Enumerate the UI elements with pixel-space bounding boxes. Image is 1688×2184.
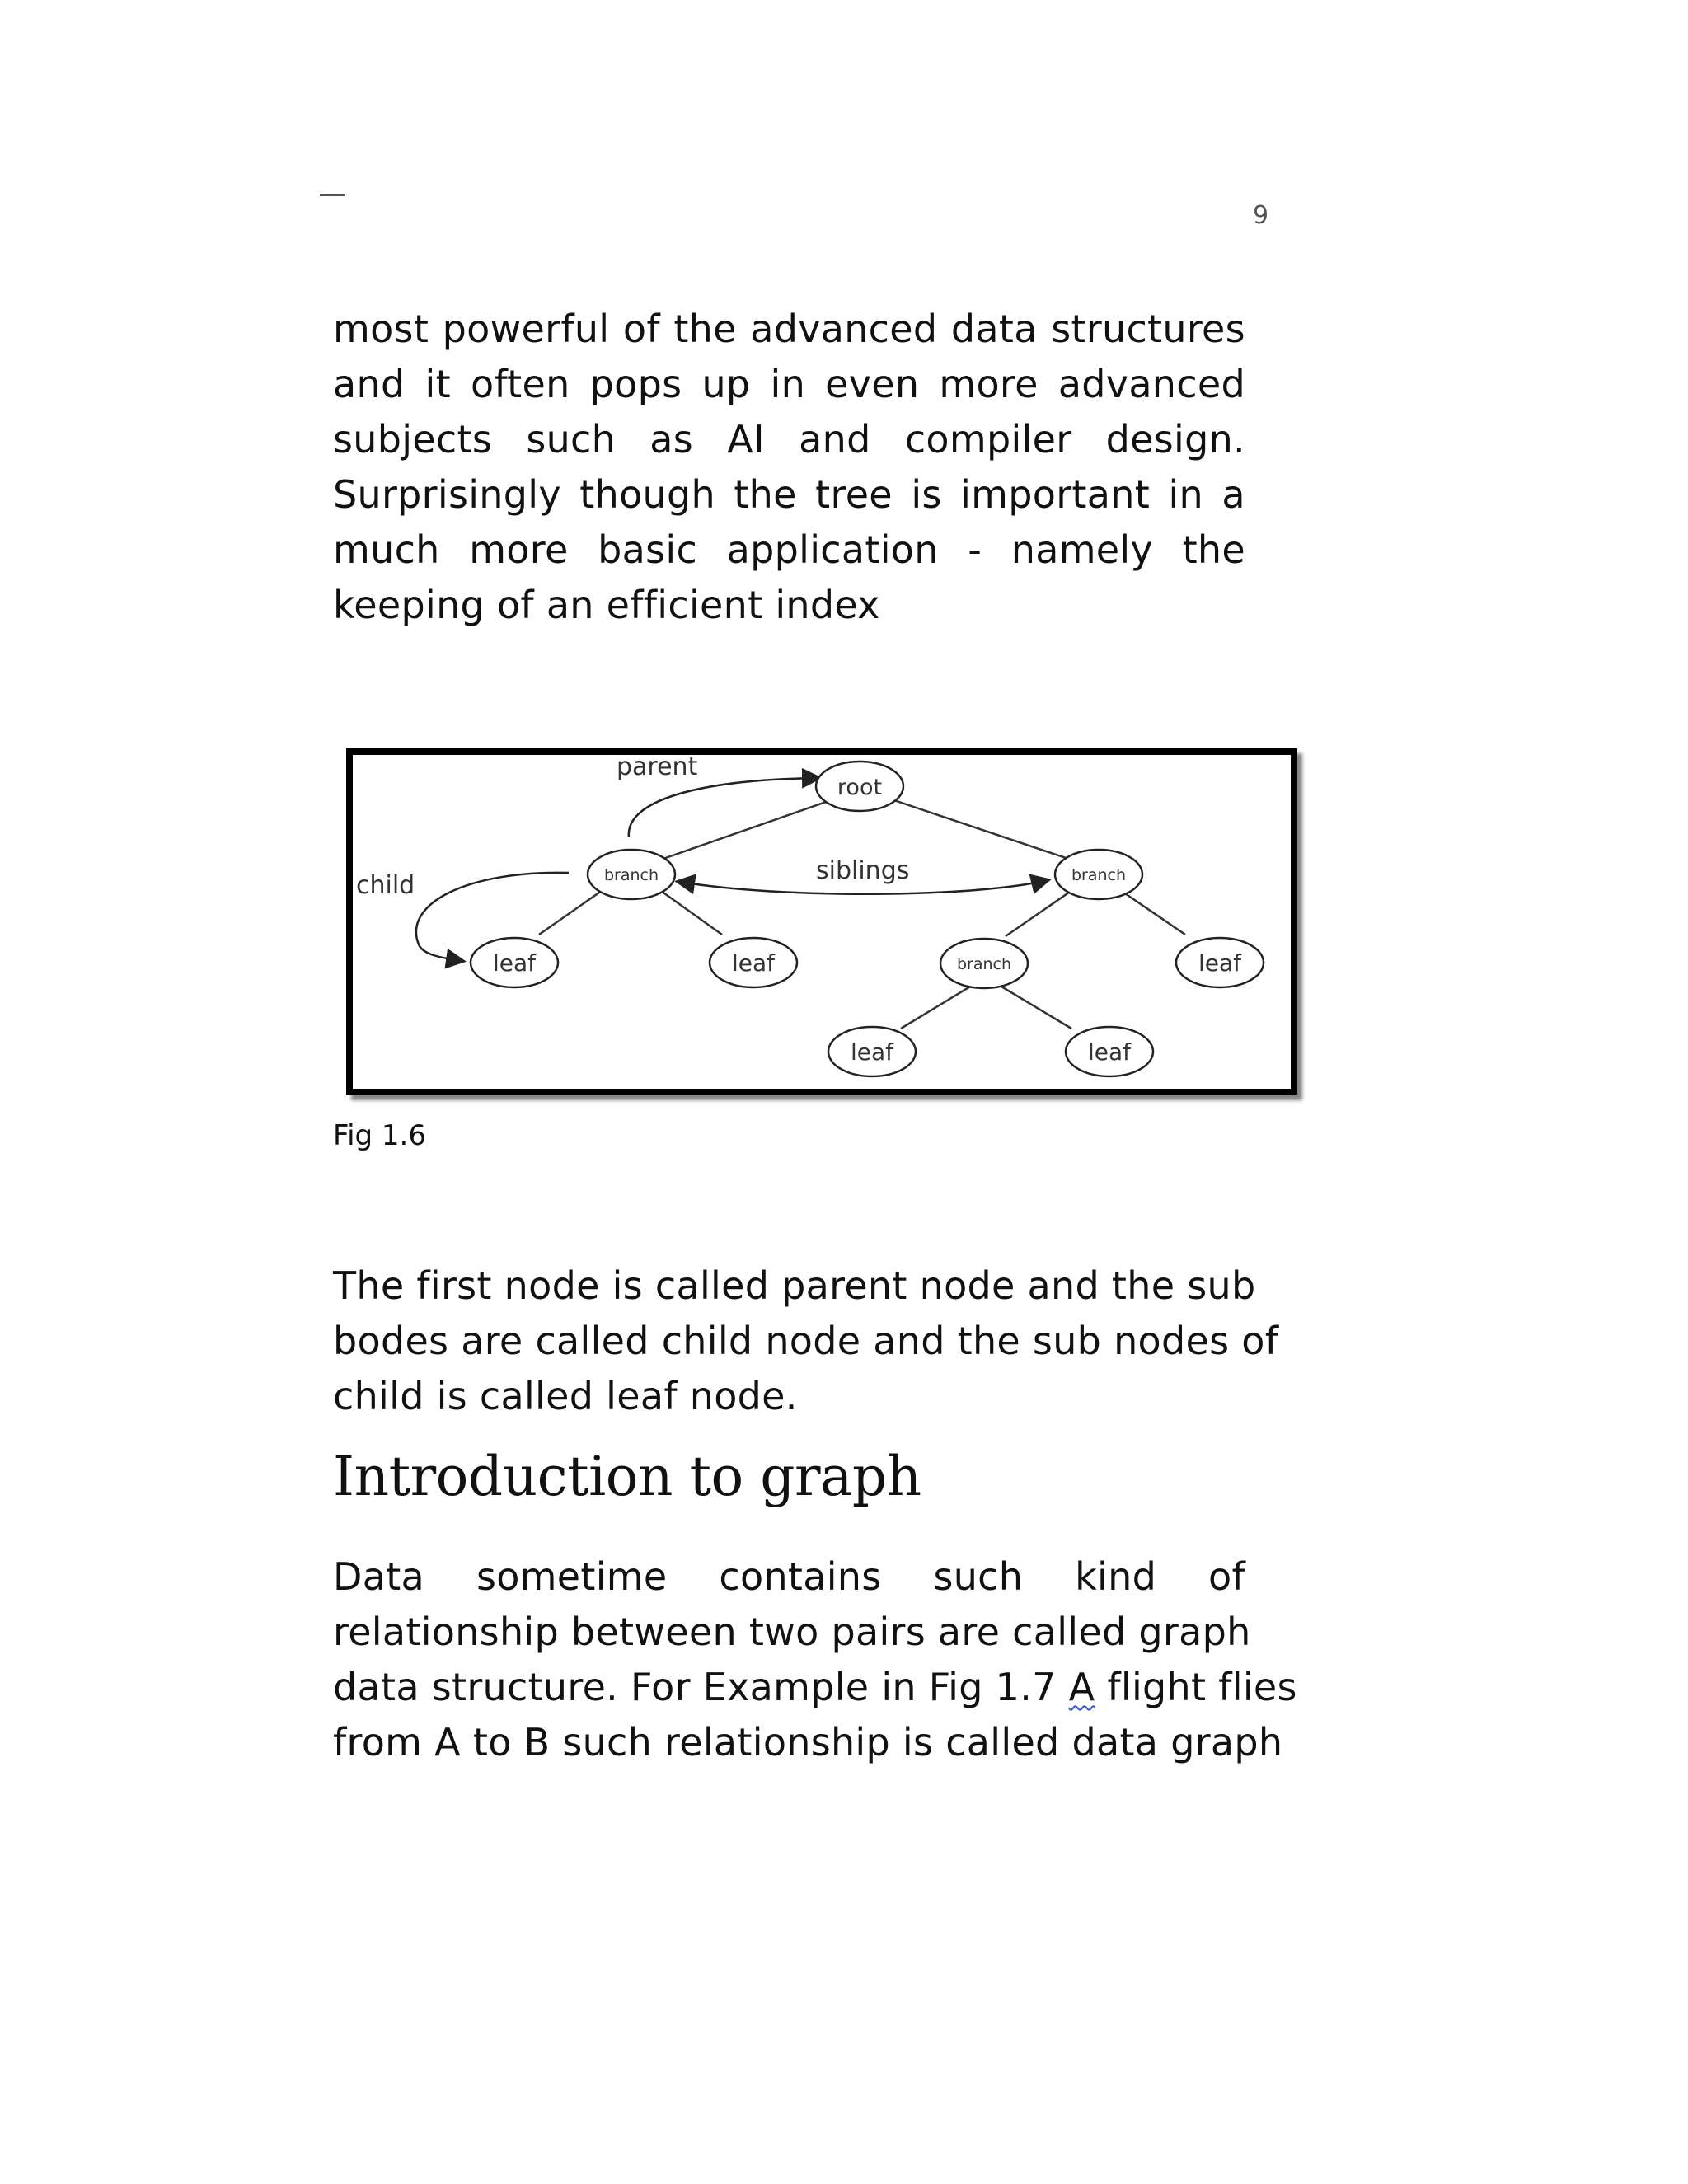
line-text-after: flight flies — [1095, 1665, 1297, 1709]
word: design. — [1105, 417, 1245, 462]
paragraph-line — [333, 1549, 1245, 1605]
word: most — [333, 307, 429, 351]
word: advanced — [750, 307, 938, 351]
word: the — [1182, 527, 1245, 572]
word: AI — [727, 417, 765, 462]
word: such — [933, 1554, 1024, 1599]
node-label-branch-mid: branch — [956, 955, 1012, 973]
word: tree — [815, 472, 893, 517]
word: and — [799, 417, 871, 462]
node-label-leaf-1: leaf — [492, 949, 537, 977]
header-dash — [320, 194, 345, 196]
paragraph-line: relationship between two pairs are called graph — [333, 1610, 1251, 1654]
paragraph-line — [333, 357, 1245, 412]
node-label-branch-right: branch — [1071, 866, 1127, 884]
word: kind — [1075, 1554, 1157, 1599]
word: it — [424, 362, 451, 406]
word: the — [734, 472, 797, 517]
word: Data — [333, 1554, 425, 1599]
word: up — [701, 362, 751, 406]
word: - — [968, 527, 982, 572]
paragraph-line: The first node is called parent node and the sub — [333, 1263, 1256, 1308]
word: Surprisingly — [333, 472, 561, 517]
word: pops — [589, 362, 682, 406]
word: much — [333, 527, 440, 572]
word: a — [1221, 472, 1245, 517]
line-text-before: data structure. For Example in Fig 1.7 — [333, 1665, 1069, 1709]
word: of — [1208, 1554, 1245, 1599]
paragraph-line — [333, 523, 1245, 578]
word: important — [960, 472, 1151, 517]
word: powerful — [442, 307, 610, 351]
word: in — [770, 362, 806, 406]
word: and — [333, 362, 406, 406]
paragraph-line — [333, 467, 1245, 523]
word: the — [673, 307, 737, 351]
word: subjects — [333, 417, 493, 462]
node-label-root: root — [837, 775, 883, 800]
word: is — [911, 472, 942, 517]
paragraph-line: bodes are called child node and the sub nodes of — [333, 1319, 1279, 1363]
paragraph-line: keeping of an efficient index — [333, 583, 880, 627]
parent-arrow — [629, 778, 818, 837]
word: in — [1168, 472, 1203, 517]
graph-intro-paragraph — [333, 1549, 1297, 1770]
edge-branch-mid-leaf-5 — [997, 984, 1071, 1029]
parent-label: parent — [617, 755, 698, 781]
word: more — [939, 362, 1039, 406]
word: of — [622, 307, 660, 351]
node-label-branch-left: branch — [603, 866, 659, 884]
tree-diagram — [353, 755, 1291, 1089]
word: advanced — [1057, 362, 1245, 406]
tree-explanation-paragraph — [333, 1258, 1279, 1424]
page-number: 9 — [1253, 201, 1269, 230]
word: contains — [719, 1554, 882, 1599]
word: application — [726, 527, 939, 572]
paragraph-line: child is called leaf node. — [333, 1374, 798, 1418]
figure-caption: Fig 1.6 — [333, 1119, 426, 1152]
paragraph-line: from A to B such relationship is called data graph — [333, 1720, 1283, 1765]
edge-branch-mid-leaf-4 — [901, 984, 974, 1029]
word: data — [950, 307, 1038, 351]
word: basic — [598, 527, 698, 572]
child-label: child — [356, 871, 415, 900]
word: even — [825, 362, 920, 406]
word: such — [526, 417, 617, 462]
word: compiler — [904, 417, 1072, 462]
word: sometime — [476, 1554, 668, 1599]
paragraph-line — [333, 1660, 1297, 1715]
word: as — [649, 417, 694, 462]
node-label-leaf-2: leaf — [731, 949, 776, 977]
edge-root-branch-right — [872, 793, 1088, 865]
siblings-label: siblings — [816, 856, 910, 885]
node-label-leaf-4: leaf — [1087, 1038, 1132, 1066]
word: structures — [1051, 307, 1245, 351]
section-heading: Introduction to graph — [333, 1445, 921, 1508]
node-label-leaf-3: leaf — [850, 1038, 894, 1066]
paragraph-line — [333, 412, 1245, 467]
node-label-leaf-5: leaf — [1198, 949, 1242, 977]
word: namely — [1010, 527, 1154, 572]
intro-paragraph — [333, 302, 1245, 633]
word: more — [469, 527, 569, 572]
word: often — [471, 362, 570, 406]
spellcheck-marked-word: A — [1068, 1665, 1095, 1709]
word: though — [579, 472, 715, 517]
tree-diagram-figure — [346, 748, 1297, 1095]
paragraph-line — [333, 302, 1245, 357]
